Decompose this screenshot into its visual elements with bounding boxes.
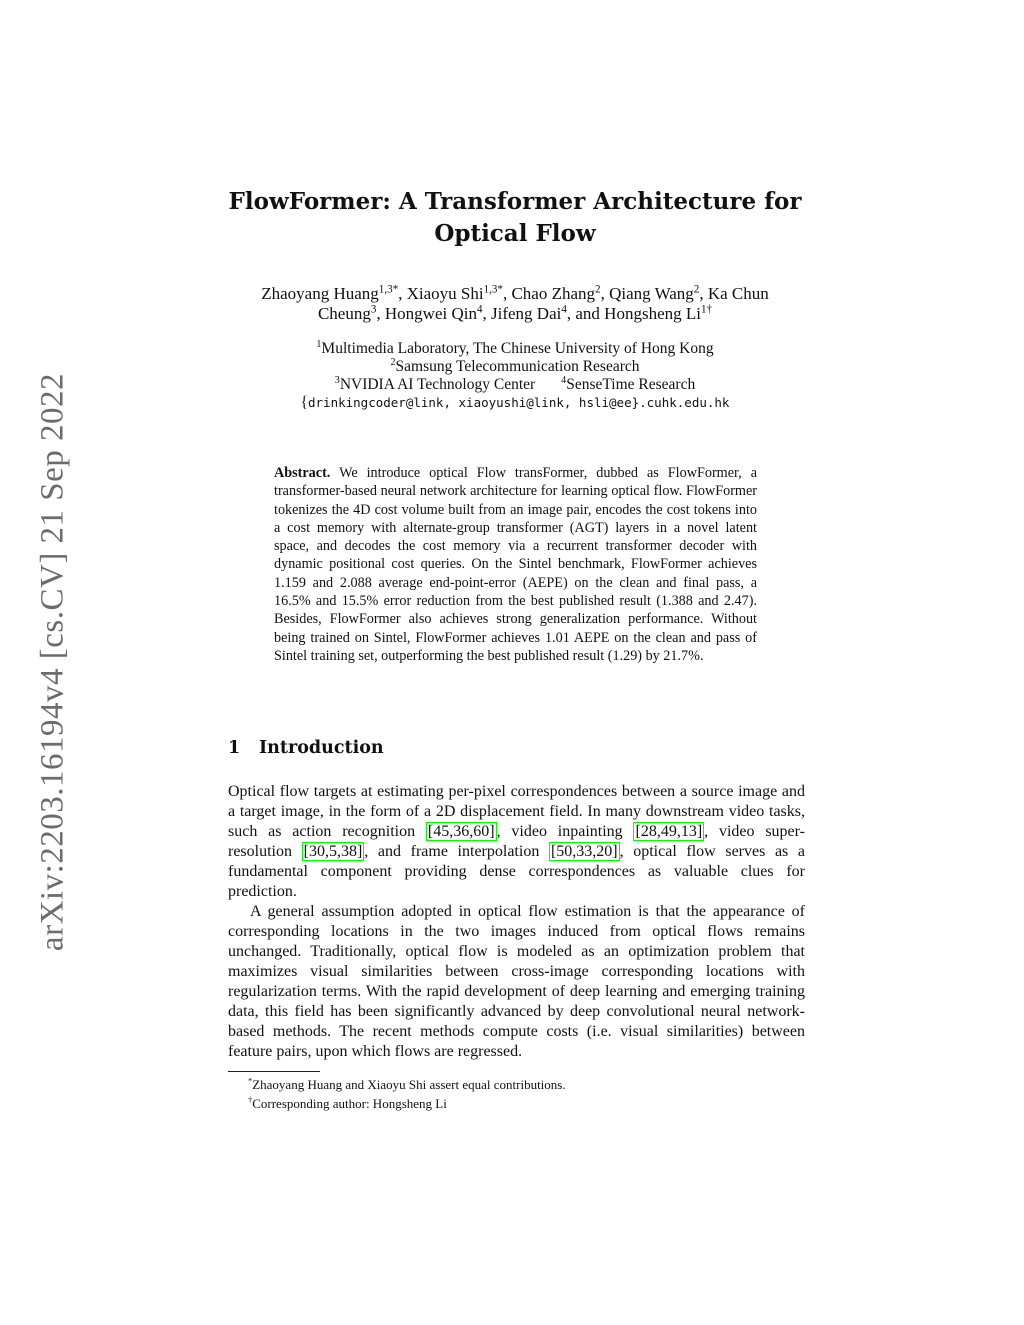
affiliations xyxy=(200,340,830,412)
section-title: Introduction xyxy=(259,738,384,758)
author: Zhaoyang Huang xyxy=(261,284,379,303)
paragraph-text: , optical flow serves as a fundamental component providing dense correspondences as valuable clues for prediction. xyxy=(228,843,806,900)
affil-mark: 1 xyxy=(316,338,322,350)
section-number: 1 xyxy=(228,738,241,758)
author: , Hongwei Qin xyxy=(376,304,477,323)
affiliation-1 xyxy=(200,340,830,358)
author-affil-mark: 4 xyxy=(561,303,567,316)
author-affil-mark: 3 xyxy=(370,303,377,316)
affil-text: Samsung Telecommunication Research xyxy=(395,358,640,375)
affil-mark: 3 xyxy=(334,374,340,386)
author: , Xiaoyu Shi xyxy=(398,284,484,303)
citation-link[interactable]: [45,36,60] xyxy=(427,823,495,840)
footnote-mark: * xyxy=(248,1075,253,1086)
author-affil-mark: 2 xyxy=(595,283,601,296)
citation-link[interactable]: [30,5,38] xyxy=(303,843,363,860)
affiliation-2 xyxy=(200,358,830,376)
email-domain: }.cuhk.edu.hk xyxy=(631,395,730,410)
section-heading xyxy=(228,738,384,758)
paragraph-text: , video inpainting xyxy=(496,823,634,840)
affil-text: NVIDIA AI Technology Center xyxy=(339,376,536,393)
author-emails xyxy=(200,394,830,412)
authors-line-2 xyxy=(200,304,830,324)
arxiv-sidebar xyxy=(28,0,78,1325)
arxiv-identifier: arXiv:2203.16194v4 [cs.CV] 21 Sep 2022 xyxy=(34,372,71,952)
footnote-rule xyxy=(228,1071,320,1072)
footnote-text: Zhaoyang Huang and Xiaoyu Shi assert equal contributions. xyxy=(252,1077,566,1092)
title-line-1: FlowFormer: A Transformer Architecture for xyxy=(228,188,802,215)
footnote-mark: † xyxy=(248,1094,253,1105)
paragraph-text: Optical flow targets at estimating per-pixel correspondences between a source image and a target image, in the form of a 2D displacement field. In many downstream video tasks, such as action recognition xyxy=(228,783,805,840)
author: , Ka Chun xyxy=(699,284,769,303)
abstract xyxy=(274,464,757,665)
affiliation-3-4 xyxy=(200,376,830,394)
email-brace: { xyxy=(300,394,308,411)
paper-title xyxy=(200,186,830,250)
email-list: drinkingcoder@link, xiaoyushi@link, hsli@ee xyxy=(308,395,632,410)
footnote-1 xyxy=(248,1077,566,1093)
paragraph xyxy=(228,782,805,902)
citation-link[interactable]: [50,33,20] xyxy=(550,843,618,860)
citation-link[interactable]: [28,49,13] xyxy=(635,823,703,840)
author-affil-mark: 4 xyxy=(476,303,483,316)
paragraph: A general assumption adopted in optical flow estimation is that the appearance of corresponding locations in the two images induced from optical flows remains unchanged. Traditionally, optical flow is modeled as an optimization problem that maximizes visual similarities between cross-image corresponding locations with regularization terms. With the rapid development of deep learning and emerging training data, this field has been significantly advanced by deep convolutional neural network-based methods. The recent methods compute costs (i.e. visual similarities) between feature pairs, upon which flows are regressed. xyxy=(228,903,805,1060)
author-affil-mark: 2 xyxy=(693,283,700,296)
paragraph-text: , video super-resolution xyxy=(228,823,805,860)
author-affil-mark: 1,3* xyxy=(483,283,503,296)
title-line-2: Optical Flow xyxy=(434,220,596,247)
authors-line-1 xyxy=(200,284,830,304)
footnote-text: Corresponding author: Hongsheng Li xyxy=(252,1096,447,1111)
author: Cheung xyxy=(317,304,371,323)
intro-body xyxy=(228,782,805,1062)
paragraph-text: , and frame interpolation xyxy=(364,843,549,860)
author-list xyxy=(200,284,830,324)
affil-mark: 2 xyxy=(390,356,396,368)
affil-text: Multimedia Laboratory, The Chinese University of Hong Kong xyxy=(321,340,714,357)
author-affil-mark: 1,3* xyxy=(378,283,399,296)
author: , Jifeng Dai xyxy=(482,304,562,323)
abstract-text: We introduce optical Flow transFormer, dubbed as FlowFormer, a transformer-based neural network architecture for learning optical flow. FlowFormer tokenizes the 4D cost volume built from an image pair, encodes the cost tokens into a cost memory with alternate-group transformer (AGT) layers in a novel latent space, and decodes the cost memory via a recurrent transformer decoder with dynamic positional cost queries. On the Sintel benchmark, FlowFormer achieves 1.159 and 2.088 average end-point-error (AEPE) on the clean and final pass, a 16.5% and 15.5% error reduction from the best published result (1.388 and 2.47). Besides, FlowFormer also achieves strong generalization performance. Without being trained on Sintel, FlowFormer achieves 1.01 AEPE on the clean and pass of Sintel training set, outperforming the best published result (1.29) by 21.7%. xyxy=(274,465,757,664)
footnote-2 xyxy=(248,1096,447,1112)
author: , Qiang Wang xyxy=(600,284,694,303)
abstract-label: Abstract. xyxy=(274,465,331,481)
affil-text: SenseTime Research xyxy=(566,376,696,393)
author: , and Hongsheng Li xyxy=(566,304,701,323)
author: , Chao Zhang xyxy=(502,284,596,303)
affil-mark: 4 xyxy=(561,374,567,386)
author-affil-mark: 1† xyxy=(700,303,713,316)
